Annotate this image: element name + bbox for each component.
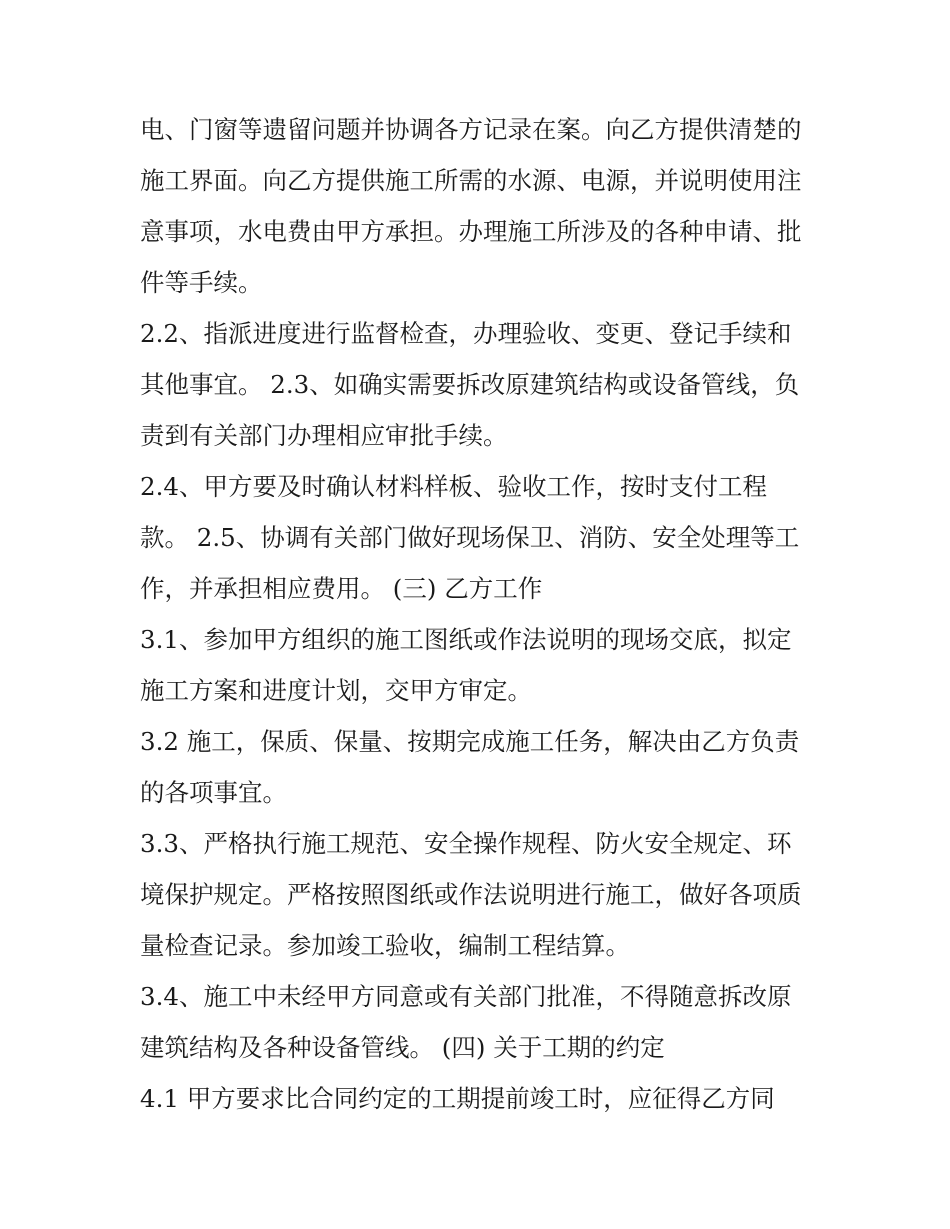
text-line: 量检查记录。参加竣工验收，编制工程结算。: [140, 931, 630, 960]
text-line: 3.3、严格执行施工规范、安全操作规程、防火安全规定、环: [140, 829, 792, 858]
text-line: 的各项事宜。: [140, 778, 287, 807]
text-line: 电、门窗等遗留问题并协调各方记录在案。向乙方提供清楚的: [140, 115, 802, 144]
text-line: 其他事宜。 2.3、如确实需要拆改原建筑结构或设备管线，负: [140, 370, 800, 399]
text-line: 境保护规定。严格按照图纸或作法说明进行施工，做好各项质: [140, 880, 802, 909]
text-line: 意事项，水电费由甲方承担。办理施工所涉及的各种申请、批: [140, 217, 802, 246]
text-line: 施工界面。向乙方提供施工所需的水源、电源，并说明使用注: [140, 166, 802, 195]
text-line: 款。 2.5、协调有关部门做好现场保卫、消防、安全处理等工: [140, 523, 800, 552]
text-line: 3.1、参加甲方组织的施工图纸或作法说明的现场交底，拟定: [140, 625, 792, 654]
body-text: [140, 108, 830, 1128]
text-line: 3.2 施工，保质、保量、按期完成施工任务，解决由乙方负责: [140, 727, 800, 756]
text-line: 件等手续。: [140, 268, 263, 297]
text-line: 2.2、指派进度进行监督检查，办理验收、变更、登记手续和: [140, 319, 792, 348]
text-line: 施工方案和进度计划，交甲方审定。: [140, 676, 532, 705]
text-line: 建筑结构及各种设备管线。 (四) 关于工期的约定: [140, 1033, 665, 1062]
text-line: 4.1 甲方要求比合同约定的工期提前竣工时，应征得乙方同: [140, 1084, 775, 1113]
text-line: 作，并承担相应费用。 (三) 乙方工作: [140, 574, 543, 603]
text-line: 3.4、施工中未经甲方同意或有关部门批准，不得随意拆改原: [140, 982, 792, 1011]
text-line: 2.4、甲方要及时确认材料样板、验收工作，按时支付工程: [140, 472, 767, 501]
text-line: 责到有关部门办理相应审批手续。: [140, 421, 508, 450]
